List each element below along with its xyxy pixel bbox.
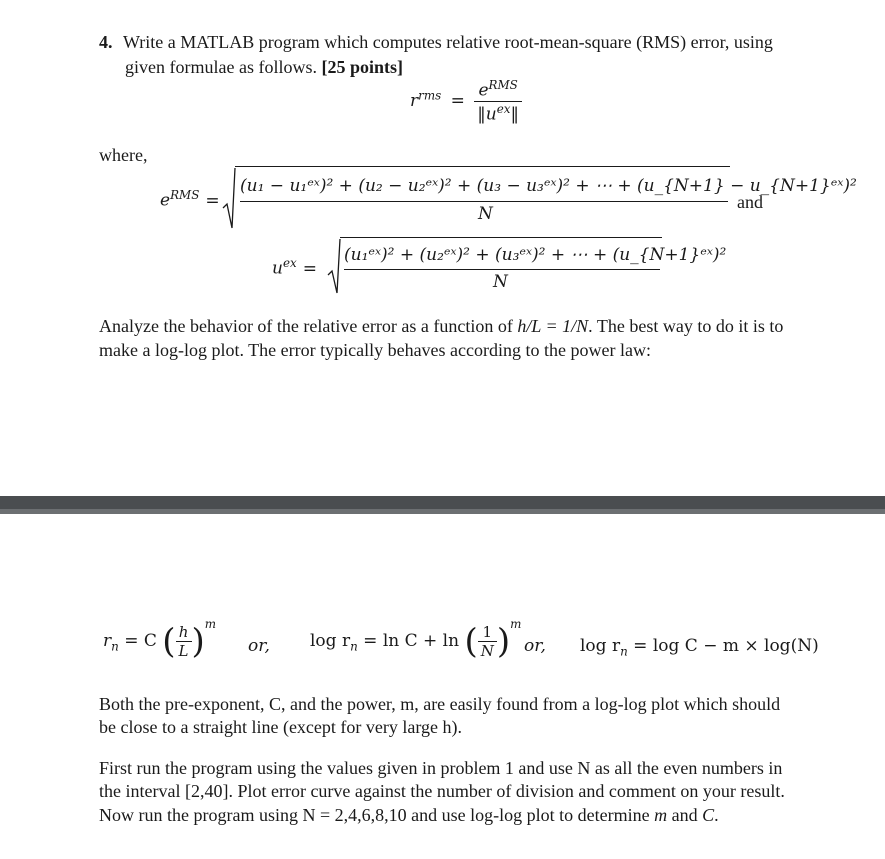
formula-power-law-1: $r_n = C$ ( $\frac{h}{L}$ )$^m$ <box>103 617 217 662</box>
formula-uex-denominator: N <box>493 272 508 292</box>
problem-text-2: given formulae as follows. <box>125 57 317 77</box>
points-label: [25 points] <box>321 57 403 77</box>
and-label: and <box>737 192 763 212</box>
first-line-1: First run the program using the values given in problem 1 and use N as all the even numbers in <box>99 758 783 778</box>
sqrt-sign-e <box>222 166 236 230</box>
formula-r-rms: $r^{rms}$ = $\frac{e^{RMS}}{‖u^{ex}‖}$ <box>410 78 522 124</box>
where-label: where, <box>99 145 148 165</box>
formula-uex-lhs: $u^{ex}$ = <box>272 256 317 279</box>
formula-r-numerator: $e^{RMS}$ <box>478 78 518 101</box>
sqrt-bar-uex <box>340 237 662 238</box>
sqrt-bar-e <box>235 166 730 167</box>
both-line-1: Both the pre-exponent, C, and the power, m, are easily found from a log-log plot which should <box>99 694 781 714</box>
problem-number: 4. <box>99 32 113 52</box>
formula-power-law-2: $\log r_n = \ln C + \ln$ ( $\frac{1}{N}$ )$^m$ <box>310 617 522 662</box>
or-label-2: or, <box>524 636 546 656</box>
formula-r-denominator: $‖u^{ex}‖$ <box>474 101 522 125</box>
analyze-line-2: make a log-log plot. The error typically behaves according to the power law: <box>99 340 651 360</box>
first-line-2: the interval [2,40]. Plot error curve against the number of division and comment on your result. <box>99 781 785 801</box>
problem-line-1 <box>99 30 773 54</box>
formula-e-numerator: (u₁ − u₁ᵉˣ)² + (u₂ − u₂ᵉˣ)² + (u₃ − u₃ᵉˣ)² + ⋯ + (u_{N+1} − u_{N+1}ᵉˣ)² <box>240 176 857 196</box>
formula-r-lhs: $r^{rms}$ <box>410 88 442 111</box>
page-divider <box>0 496 885 514</box>
formula-e-fraction-bar <box>240 201 728 202</box>
formula-e-lhs: $e^{RMS}$ = <box>160 188 220 211</box>
analyze-line-1: Analyze the behavior of the relative error as a function of h/L = 1/N. The best way to do it is to <box>99 316 784 336</box>
first-line-3: Now run the program using N = 2,4,6,8,10 and use log-log plot to determine m and C. <box>99 805 719 825</box>
problem-text-1: Write a MATLAB program which computes relative root-mean-square (RMS) error, using <box>123 32 773 52</box>
formula-uex-fraction-bar <box>344 269 660 270</box>
formula-e-denominator: N <box>478 204 493 224</box>
formula-power-law-3: $\log r_n = \log C - m \times \log(N)$ <box>580 636 819 659</box>
both-line-2: be close to a straight line (except for very large h). <box>99 717 463 737</box>
formula-uex-numerator: (u₁ᵉˣ)² + (u₂ᵉˣ)² + (u₃ᵉˣ)² + ⋯ + (u_{N+1}ᵉˣ)² <box>344 245 727 265</box>
formula-r-fraction <box>474 78 522 124</box>
or-label-1: or, <box>248 636 270 656</box>
sqrt-sign-uex <box>327 237 341 295</box>
analyze-math: h/L = 1/N <box>517 316 589 336</box>
problem-line-2 <box>125 55 403 79</box>
